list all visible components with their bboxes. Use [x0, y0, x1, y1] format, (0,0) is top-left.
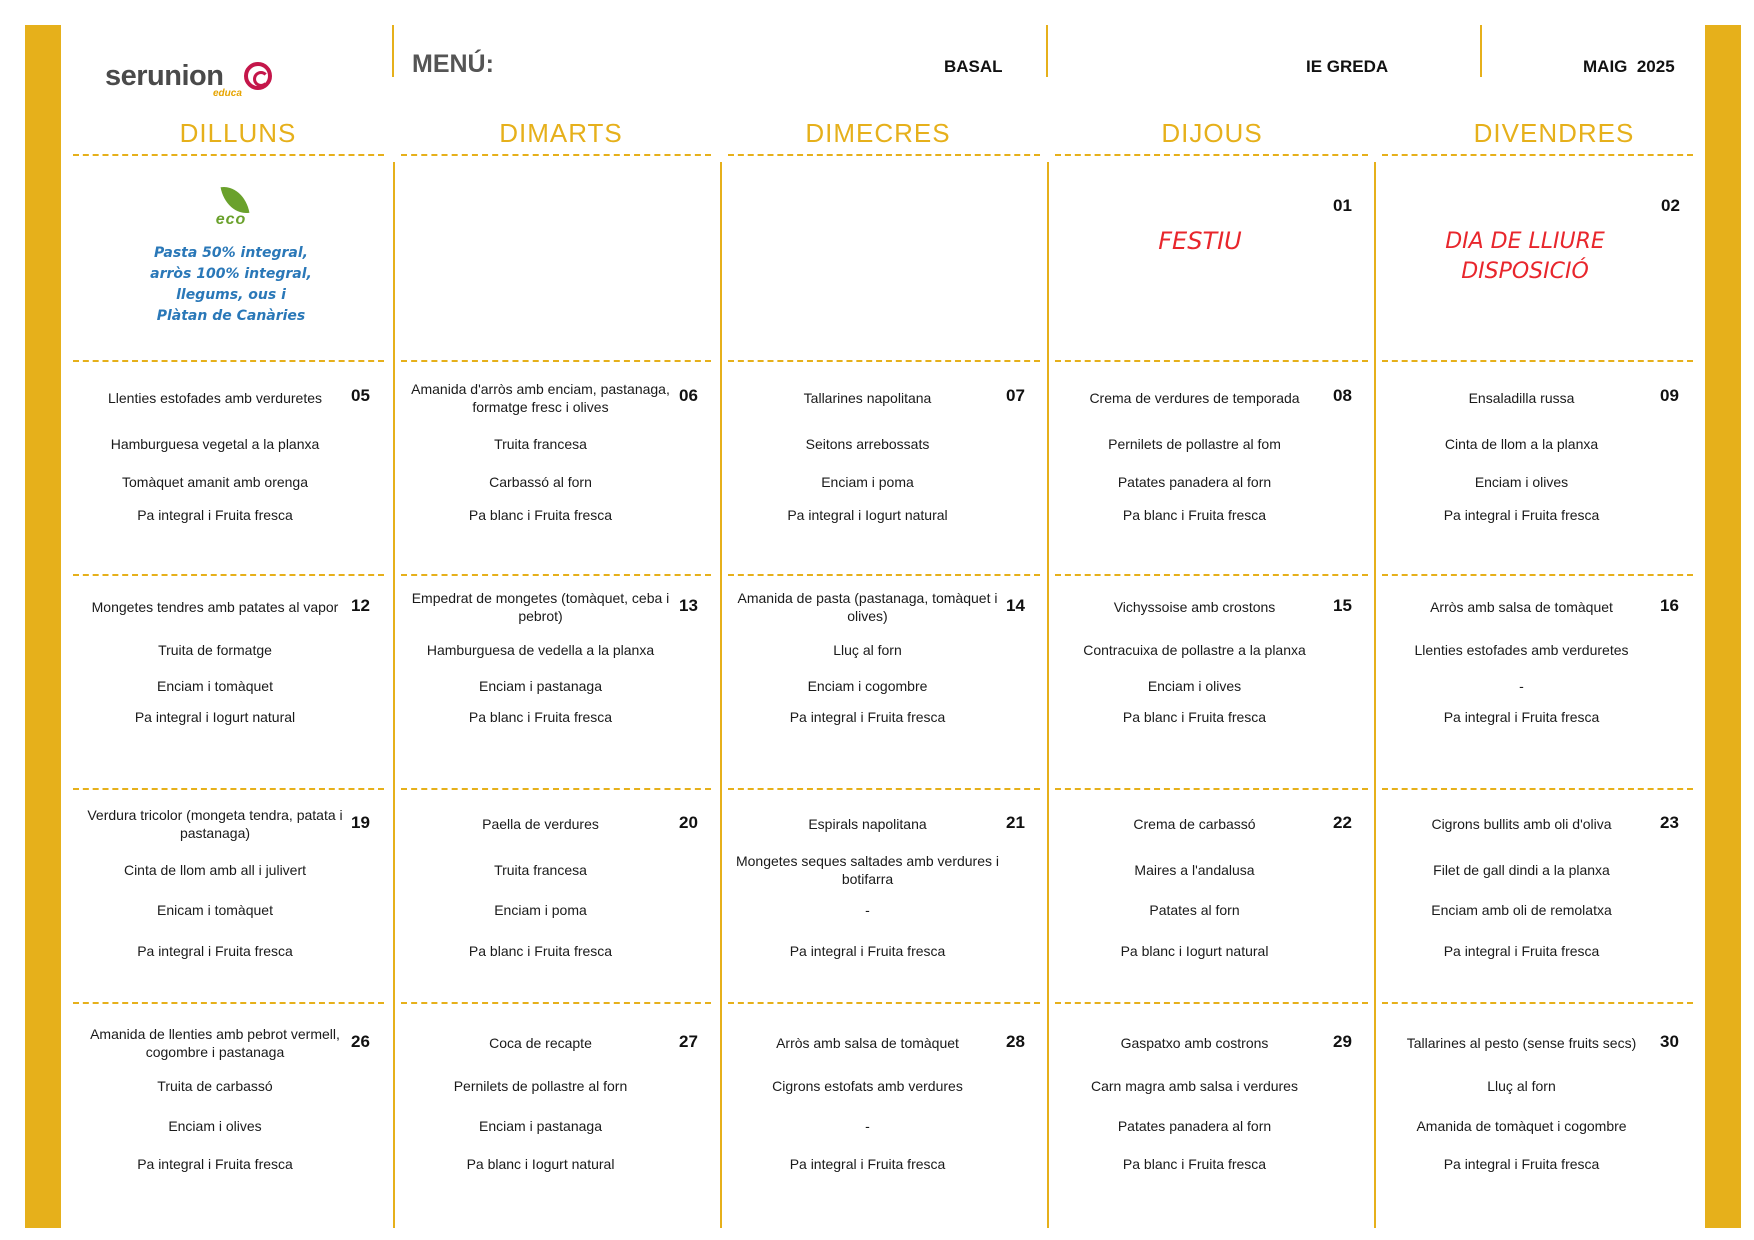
menu-dish: Enciam amb oli de remolatxa — [1431, 902, 1612, 918]
column-divider — [1374, 162, 1376, 1228]
menu-dish: Mongetes tendres amb patates al vapor — [91, 599, 339, 615]
day-number: 08 — [1333, 386, 1352, 405]
dashed-separator — [1382, 360, 1693, 362]
eco-line: llegums, ous i — [176, 287, 286, 303]
dashed-separator — [728, 154, 1040, 156]
menu-dish: Patates al forn — [1149, 902, 1240, 918]
menu-dish: Pa integral i Fruita fresca — [789, 709, 946, 725]
dashed-separator — [1382, 574, 1693, 576]
menu-dish: Ensaladilla russa — [1468, 390, 1575, 406]
dashed-separator — [1055, 154, 1368, 156]
menu-dish: Amanida de tomàquet i cogombre — [1416, 1118, 1627, 1134]
day-number: 05 — [351, 386, 370, 405]
menu-dish: Crema de carbassó — [1133, 816, 1256, 832]
day-number: 21 — [1006, 813, 1025, 832]
logo-subtitle: educa — [213, 88, 242, 99]
menu-dish: Mongetes seques saltades amb verdures i botifarra — [735, 853, 1000, 887]
dashed-separator — [1055, 1002, 1368, 1004]
dashed-separator — [1055, 788, 1368, 790]
menu-dish: Coca de recapte — [489, 1035, 592, 1051]
menu-dish: Crema de verdures de temporada — [1089, 390, 1300, 406]
menu-dish: Truita francesa — [494, 436, 587, 452]
menu-dish: Enciam i cogombre — [807, 678, 928, 694]
menu-dish: Carbassó al forn — [489, 474, 592, 490]
menu-dish: Truita de formatge — [158, 642, 272, 658]
day-header-thursday: DIJOUS — [1161, 118, 1263, 148]
menu-dish: Pa integral i Fruita fresca — [137, 943, 293, 959]
serunion-logo — [105, 58, 285, 100]
dashed-separator — [73, 574, 384, 576]
menu-dish: Pa integral i Fruita fresca — [137, 507, 293, 523]
menu-dish: Seitons arrebossats — [805, 436, 930, 452]
column-divider — [393, 162, 395, 1228]
day-number: 15 — [1333, 596, 1352, 615]
column-divider — [720, 162, 722, 1228]
menu-dish: Enicam i tomàquet — [157, 902, 273, 918]
day-number: 20 — [679, 813, 698, 832]
day-number: 23 — [1660, 813, 1679, 832]
day-number: 02 — [1661, 196, 1680, 215]
menu-dish: Pernilets de pollastre al fom — [1108, 436, 1281, 452]
menu-dish: Enciam i olives — [1147, 678, 1242, 694]
menu-dish: Tallarines napolitana — [803, 390, 932, 406]
menu-dish: Cinta de llom amb all i julivert — [123, 862, 307, 878]
menu-dish: - — [865, 1118, 870, 1134]
dashed-separator — [1382, 1002, 1693, 1004]
day-number: 14 — [1006, 596, 1025, 615]
day-header-wednesday: DIMECRES — [805, 118, 951, 148]
menu-dish: Espirals napolitana — [808, 816, 927, 832]
menu-dish: Gaspatxo amb costrons — [1120, 1035, 1269, 1051]
dashed-separator — [73, 360, 384, 362]
dashed-separator — [401, 788, 711, 790]
column-divider — [1047, 162, 1049, 1228]
menu-dish: Lluç al forn — [833, 642, 902, 658]
menu-dish: Carn magra amb salsa i verdures — [1091, 1078, 1298, 1094]
dashed-separator — [728, 574, 1040, 576]
menu-dish: Arròs amb salsa de tomàquet — [776, 1035, 959, 1051]
dashed-separator — [401, 574, 711, 576]
menu-dish: Contracuixa de pollastre a la planxa — [1083, 642, 1306, 658]
dashed-separator — [1055, 360, 1368, 362]
menu-dish: Pa blanc i Fruita fresca — [1122, 507, 1267, 523]
school-name: IE GREDA — [1306, 57, 1389, 76]
dashed-separator — [401, 154, 711, 156]
day-number: 27 — [679, 1032, 698, 1051]
day-number: 07 — [1006, 386, 1025, 405]
dashed-separator — [73, 1002, 384, 1004]
eco-info-box — [146, 185, 316, 345]
day-number: 01 — [1333, 196, 1352, 215]
eco-line: arròs 100% integral, — [150, 266, 312, 282]
day-number: 22 — [1333, 813, 1352, 832]
dashed-separator — [1055, 574, 1368, 576]
menu-dish: Cigrons bullits amb oli d'oliva — [1431, 816, 1612, 832]
day-number: 12 — [351, 596, 370, 615]
menu-dish: Arròs amb salsa de tomàquet — [1430, 599, 1613, 615]
day-number: 29 — [1333, 1032, 1352, 1051]
menu-type: BASAL — [944, 57, 1003, 76]
day-header-friday: DIVENDRES — [1473, 118, 1635, 148]
menu-dish: Pa integral i Fruita fresca — [1443, 507, 1600, 523]
menu-dish: Enciam i olives — [168, 1118, 262, 1134]
menu-dish: Tallarines al pesto (sense fruits secs) — [1406, 1035, 1637, 1051]
menu-dish: Empedrat de mongetes (tomàquet, ceba i pebrot) — [411, 590, 670, 624]
day-number: 16 — [1660, 596, 1679, 615]
menu-dish: Verdura tricolor (mongeta tendra, patata i pastanaga) — [87, 807, 343, 841]
eco-line: Plàtan de Canàries — [156, 308, 306, 324]
menu-dish: Pa blanc i Fruita fresca — [468, 709, 613, 725]
menu-dish: Pa integral i Fruita fresca — [1443, 1156, 1600, 1172]
menu-dish: Pa integral i Fruita fresca — [137, 1156, 293, 1172]
menu-dish: Lluç al forn — [1487, 1078, 1556, 1094]
header-separator — [1480, 25, 1482, 77]
menu-dish: Vichyssoise amb crostons — [1113, 599, 1276, 615]
dashed-separator — [401, 1002, 711, 1004]
day-number: 13 — [679, 596, 698, 615]
header-separator — [1046, 25, 1048, 77]
eco-info-text — [146, 243, 316, 327]
menu-dish: Hamburguesa de vedella a la planxa — [426, 642, 655, 658]
menu-dish: Amanida de pasta (pastanaga, tomàquet i olives) — [737, 590, 998, 624]
eco-line: Pasta 50% integral, — [154, 245, 308, 261]
dashed-separator — [728, 1002, 1040, 1004]
dashed-separator — [401, 360, 711, 362]
menu-dish: Enciam i pastanaga — [479, 1118, 602, 1134]
menu-dish: Pa integral i Iogurt natural — [787, 507, 948, 523]
menu-dish: Paella de verdures — [482, 816, 599, 832]
dashed-separator — [73, 788, 384, 790]
menu-dish: Patates panadera al forn — [1117, 1118, 1272, 1134]
menu-dish: Pa blanc i Fruita fresca — [1122, 1156, 1267, 1172]
left-accent-bar — [25, 25, 61, 1228]
dashed-separator — [728, 360, 1040, 362]
free-day-label-line: DIA DE LLIURE — [1445, 229, 1605, 254]
menu-dish: Tomàquet amanit amb orenga — [122, 474, 308, 490]
menu-dish: Pa integral i Fruita fresca — [1443, 709, 1600, 725]
free-day-label-line: DISPOSICIÓ — [1461, 259, 1589, 284]
menu-dish: Enciam i olives — [1474, 474, 1569, 490]
day-number: 06 — [679, 386, 698, 405]
menu-title: MENÚ: — [412, 50, 494, 78]
menu-dish: Pa blanc i Iogurt natural — [1120, 943, 1269, 959]
menu-dish: Pa integral i Iogurt natural — [134, 709, 296, 725]
dashed-separator — [1382, 788, 1693, 790]
menu-dish: Amanida de llenties amb pebrot vermell, cogombre i pastanaga — [90, 1026, 340, 1060]
menu-dish: Pernilets de pollastre al forn — [453, 1078, 628, 1094]
menu-dish: Cigrons estofats amb verdures — [772, 1078, 963, 1094]
menu-dish: Cinta de llom a la planxa — [1444, 436, 1599, 452]
menu-dish: Enciam i poma — [494, 902, 587, 918]
menu-dish: Llenties estofades amb verduretes — [107, 390, 322, 406]
day-number: 19 — [351, 813, 370, 832]
free-day-label — [1400, 227, 1650, 287]
logo-swirl-icon — [244, 62, 272, 90]
day-number: 09 — [1660, 386, 1679, 405]
menu-dish: - — [1519, 678, 1524, 694]
menu-dish: Pa blanc i Fruita fresca — [1122, 709, 1267, 725]
dashed-separator — [728, 788, 1040, 790]
logo-wordmark: serunion — [105, 60, 224, 92]
right-accent-bar — [1705, 25, 1741, 1228]
festiu-label: FESTIU — [1158, 227, 1242, 255]
day-number: 28 — [1006, 1032, 1025, 1051]
menu-dish: - — [865, 902, 870, 918]
menu-dish: Enciam i poma — [821, 474, 914, 490]
menu-dish: Patates panadera al forn — [1117, 474, 1272, 490]
day-number: 30 — [1660, 1032, 1679, 1051]
eco-leaf-icon — [201, 185, 261, 235]
day-number: 26 — [351, 1032, 370, 1051]
month-year: MAIG 2025 — [1583, 57, 1675, 76]
dashed-separator — [73, 154, 384, 156]
day-header-tuesday: DIMARTS — [499, 118, 623, 148]
menu-dish: Pa blanc i Fruita fresca — [468, 507, 613, 523]
eco-icon-label: eco — [215, 211, 247, 228]
menu-dish: Hamburguesa vegetal a la planxa — [110, 436, 320, 452]
menu-dish: Filet de gall dindi a la planxa — [1433, 862, 1610, 878]
menu-dish: Amanida d'arròs amb enciam, pastanaga, formatge fresc i olives — [411, 381, 670, 415]
menu-dish: Pa blanc i Iogurt natural — [466, 1156, 615, 1172]
menu-dish: Pa blanc i Fruita fresca — [468, 943, 613, 959]
menu-dish: Pa integral i Fruita fresca — [789, 1156, 946, 1172]
dashed-separator — [1382, 154, 1693, 156]
menu-dish: Truita francesa — [494, 862, 587, 878]
menu-dish: Enciam i tomàquet — [157, 678, 273, 694]
menu-dish: Truita de carbassó — [157, 1078, 273, 1094]
menu-dish: Enciam i pastanaga — [479, 678, 602, 694]
menu-dish: Maires a l'andalusa — [1134, 862, 1255, 878]
header-separator — [392, 25, 394, 77]
menu-dish: Llenties estofades amb verduretes — [1414, 642, 1629, 658]
menu-dish: Pa integral i Fruita fresca — [1443, 943, 1600, 959]
menu-dish: Pa integral i Fruita fresca — [789, 943, 946, 959]
day-header-monday: DILLUNS — [179, 118, 297, 148]
